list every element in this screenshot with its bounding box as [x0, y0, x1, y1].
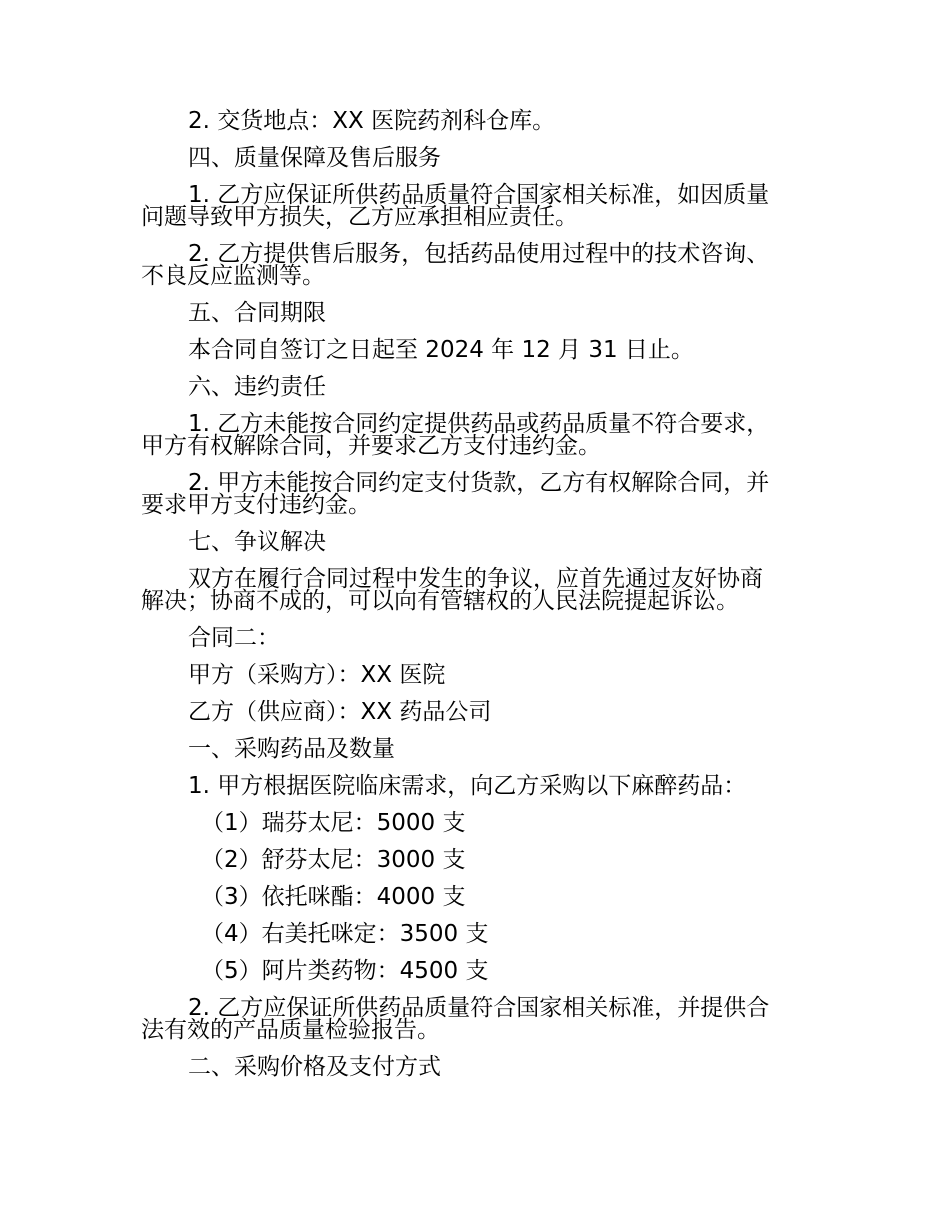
text-line: 2. 乙方应保证所供药品质量符合国家相关标准，并提供合 [188, 995, 770, 1021]
section-heading: 一、采购药品及数量 [188, 736, 395, 762]
text-line: 1. 甲方根据医院临床需求，向乙方采购以下麻醉药品： [188, 773, 747, 799]
section-heading: 六、违约责任 [188, 374, 326, 400]
list-item: （3）依托咪酯：4000 支 [201, 884, 466, 910]
text-line: 要求甲方支付违约金。 [141, 492, 371, 518]
text-line: 问题导致甲方损失，乙方应承担相应责任。 [141, 204, 578, 230]
text-line: 法有效的产品质量检验报告。 [141, 1017, 440, 1043]
text-line: 1. 乙方未能按合同约定提供药品或药品质量不符合要求， [188, 411, 770, 437]
text-line: 2. 甲方未能按合同约定支付货款，乙方有权解除合同，并 [188, 470, 770, 496]
text-line: 1. 乙方应保证所供药品质量符合国家相关标准，如因质量 [188, 182, 770, 208]
text-line: 解决；协商不成的，可以向有管辖权的人民法院提起诉讼。 [141, 588, 739, 614]
text-line: 甲方有权解除合同，并要求乙方支付违约金。 [141, 433, 601, 459]
text-line: 2. 交货地点：XX 医院药剂科仓库。 [188, 108, 556, 134]
list-item: （4）右美托咪定：3500 支 [201, 921, 489, 947]
text-line: 2. 乙方提供售后服务，包括药品使用过程中的技术咨询、 [188, 241, 770, 267]
section-heading: 五、合同期限 [188, 300, 326, 326]
text-line: 本合同自签订之日起至 2024 年 12 月 31 日止。 [188, 337, 694, 363]
list-item: （2）舒芬太尼：3000 支 [201, 847, 466, 873]
section-heading: 四、质量保障及售后服务 [188, 145, 441, 171]
list-item: （1）瑞芬太尼：5000 支 [201, 810, 466, 836]
section-heading: 七、争议解决 [188, 529, 326, 555]
contract-title: 合同二： [188, 625, 280, 651]
section-heading: 二、采购价格及支付方式 [188, 1054, 441, 1080]
text-line: 不良反应监测等。 [141, 263, 325, 289]
party-a: 甲方（采购方）：XX 医院 [188, 662, 446, 688]
list-item: （5）阿片类药物：4500 支 [201, 958, 489, 984]
party-b: 乙方（供应商）：XX 药品公司 [188, 699, 492, 725]
text-line: 双方在履行合同过程中发生的争议，应首先通过友好协商 [188, 566, 763, 592]
